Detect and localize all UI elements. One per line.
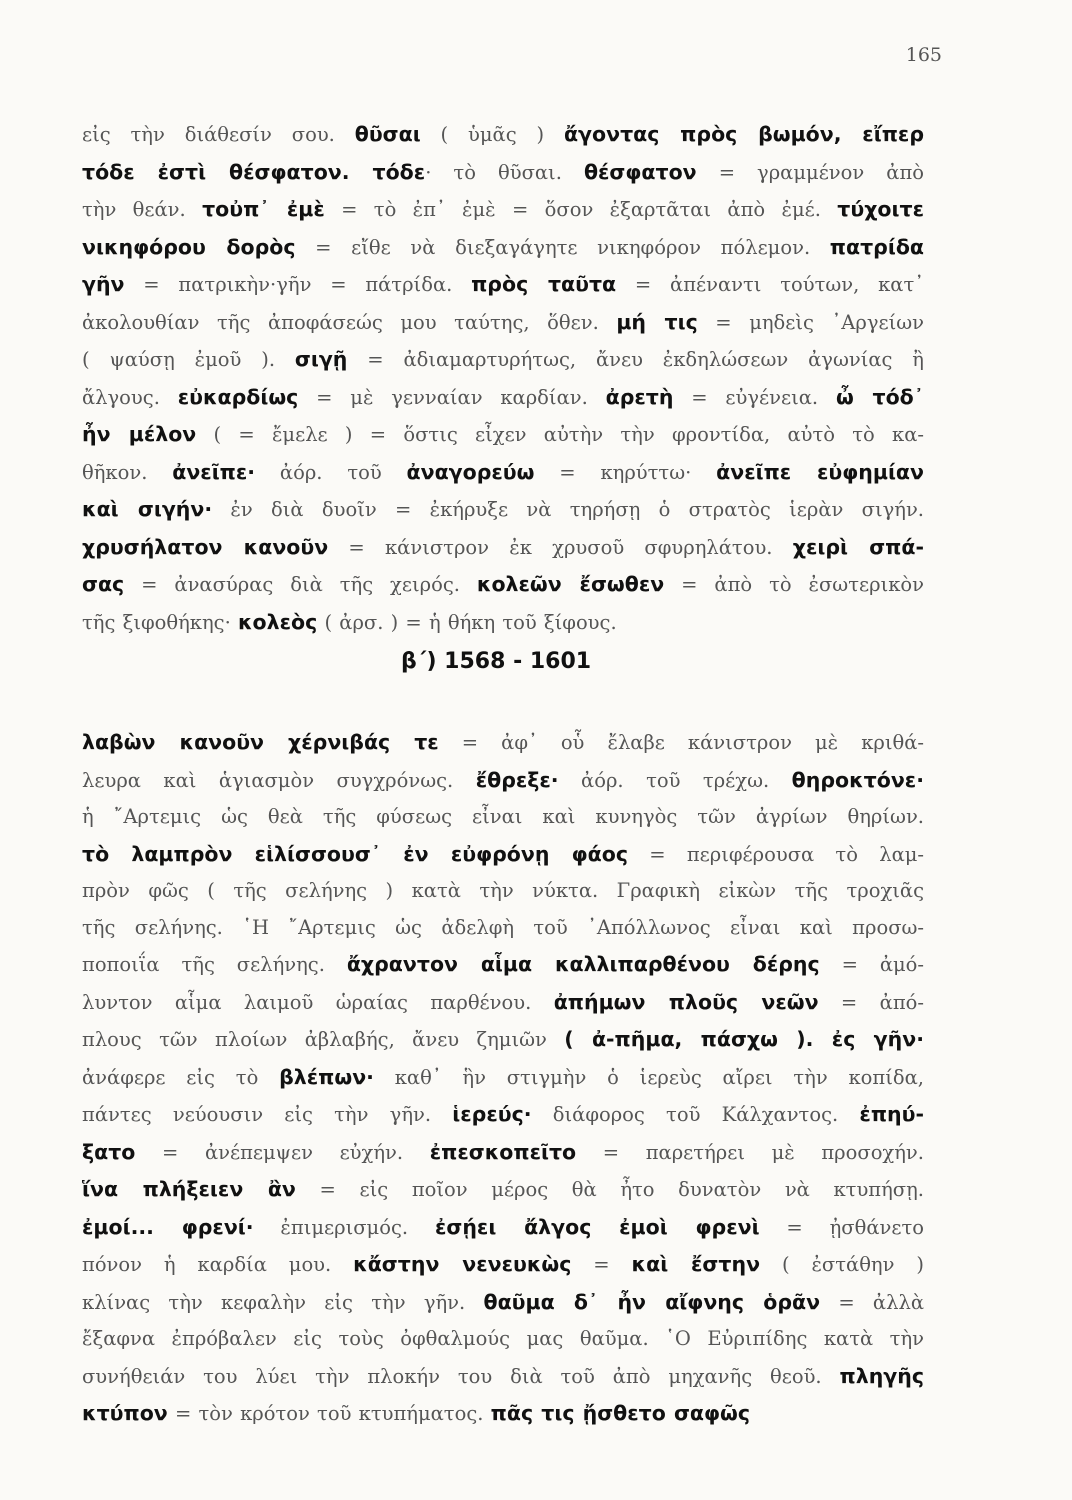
headword: θηροκτόνε·	[791, 767, 924, 792]
headword: ἀπήμων πλοῦς νεῶν	[553, 989, 819, 1014]
headword: ἐπηύ-	[859, 1102, 924, 1126]
text-line	[82, 529, 924, 567]
headword: πατρίδα	[829, 234, 924, 259]
headword: σας	[82, 572, 125, 596]
headword: κἄστην νενευκὼς	[353, 1252, 572, 1276]
gloss-text: λυντον αἷμα λαιμοῦ ὡραίας παρθένου.	[82, 990, 554, 1014]
gloss-text: θῆκον.	[82, 460, 173, 484]
gloss-text: = ἀλλὰ	[820, 1290, 924, 1314]
text-line	[82, 1171, 924, 1209]
gloss-text: πλους τῶν πλοίων ἀβλαβής, ἄνευ ζημιῶν	[82, 1028, 565, 1051]
text-line	[82, 1059, 924, 1097]
section-heading: β΄) 1568 - 1601	[401, 649, 592, 674]
headword: ἐμοί... φρενί·	[82, 1214, 254, 1239]
page-number: 165	[905, 44, 942, 66]
gloss-text: = εἴθε νὰ διεξαγάγητε νικηφόρον πόλεμον.	[295, 235, 830, 259]
text-line	[82, 566, 924, 604]
gloss-text: = παρετήρει μὲ προσοχήν.	[576, 1140, 924, 1164]
text-line	[82, 873, 924, 910]
gloss-text: = τὸν κρότον τοῦ κτυπήματος.	[167, 1402, 491, 1425]
headword: εὐκαρδίως	[177, 384, 299, 409]
gloss-text: ἔξαφνα ἐπρόβαλεν εἰς τοὺς ὀφθαλμούς μας θαῦμα. ῾Ο Εὐριπίδης κατὰ τὴν	[82, 1327, 924, 1350]
headword: βλέπων·	[279, 1064, 374, 1089]
text-line	[82, 1395, 924, 1433]
headword: θῦσαι	[354, 122, 421, 146]
text-line	[82, 304, 924, 342]
headword: σιγῇ	[294, 347, 348, 371]
gloss-text: = ἀνασύρας διὰ τῆς χειρός.	[124, 573, 477, 596]
gloss-text: = εἰς ποῖον μέρος θὰ ἦτο δυνατὸν νὰ κτυπήσῃ.	[295, 1178, 924, 1201]
gloss-text: = ἀπέναντι τούτων, κατ᾽	[616, 273, 924, 296]
text-line	[82, 910, 924, 947]
text-line	[82, 1246, 924, 1284]
text-line	[82, 799, 924, 836]
text-line	[82, 454, 924, 492]
text-line	[82, 1209, 924, 1247]
headword: ἀνεῖπε·	[172, 459, 256, 484]
text-line	[82, 762, 924, 800]
gloss-text: ( = ἔμελε ) = ὅστις εἶχεν αὐτὴν τὴν φροντίδα, αὐτὸ τὸ κα-	[196, 423, 924, 446]
gloss-text: = ἀμό-	[819, 953, 924, 976]
headword: ἔθρεξε·	[475, 767, 559, 792]
gloss-text: ἐπιμερισμός.	[253, 1215, 435, 1239]
headword: ἀναγορεύω	[406, 459, 535, 484]
gloss-text: ἀκολουθίαν τῆς ἀποφάσεώς μου ταύτης, ὅθεν.	[82, 310, 617, 334]
headword: πᾶς τις ᾔσθετο σαφῶς	[490, 1401, 751, 1425]
gloss-text: = περιφέρουσα τὸ λαμ-	[628, 842, 924, 866]
paragraph-glossary-1	[82, 116, 924, 641]
gloss-text: ἡ ῎Αρτεμις ὡς θεὰ τῆς φύσεως εἶναι καὶ κυνηγὸς τῶν ἀγρίων θηρίων.	[82, 805, 924, 828]
gloss-text: = ἀπὸ τὸ ἐσωτερικὸν	[664, 573, 924, 596]
text-line	[82, 191, 924, 229]
gloss-text: · τὸ θῦσαι.	[425, 160, 584, 184]
headword: μή τις	[616, 309, 698, 334]
text-line	[82, 1021, 924, 1059]
text-line	[82, 379, 924, 417]
text-line	[82, 266, 924, 304]
text-line	[82, 116, 924, 154]
gloss-text: καθ᾽ ἣν στιγμὴν ὁ ἱερεὺς αἴρει τὴν κοπίδα,	[373, 1065, 924, 1089]
paragraph-glossary-2	[82, 724, 924, 1433]
headword: ἐσῄει ἄλγος ἐμοὶ φρενὶ	[434, 1214, 760, 1239]
gloss-text: τὴν θεάν.	[82, 198, 203, 221]
text-line	[82, 984, 924, 1022]
gloss-text: = ἀνέπεμψεν εὐχήν.	[135, 1140, 430, 1164]
text-line	[82, 154, 924, 192]
headword: ἐπεσκοπεῖτο	[429, 1139, 577, 1164]
headword: τοὐπ᾽ ἐμὲ	[202, 197, 325, 221]
headword: ἄγοντας πρὸς βωμόν, εἴπερ	[563, 122, 924, 146]
text-line	[82, 604, 924, 642]
headword: καὶ ἔστην	[631, 1252, 761, 1276]
headword: τύχοιτε	[837, 197, 924, 221]
headword: λαβὼν κανοῦν χέρνιβάς τε	[82, 730, 439, 754]
gloss-text: = κηρύττω·	[534, 460, 717, 484]
gloss-text: ποποιΐα τῆς σελήνης.	[82, 953, 347, 976]
text-line	[82, 724, 924, 762]
text-line	[82, 1134, 924, 1172]
headword: ἀρετὴ	[605, 384, 674, 409]
gloss-text: ἐν διὰ δυοῖν = ἐκήρυξε νὰ τηρήσῃ ὁ στρατὸς ἱερὰν σιγήν.	[212, 498, 924, 521]
gloss-text: ( ὑμᾶς )	[420, 123, 564, 146]
gloss-text: λευρα καὶ ἁγιασμὸν συγχρόνως.	[82, 768, 476, 792]
gloss-text: τῆς σελήνης. ῾Η ῎Αρτεμις ὡς ἀδελφὴ τοῦ ᾿Απόλλωνος εἶναι καὶ προσω-	[82, 915, 924, 939]
gloss-text: = μηδεὶς ᾿Αργείων	[697, 310, 924, 334]
gloss-text: ( ἀρσ. ) = ἡ θήκη τοῦ ξίφους.	[317, 610, 617, 634]
gloss-text: = ἀπό-	[818, 990, 924, 1014]
gloss-text: πάντες νεύουσιν εἰς τὴν γῆν.	[82, 1103, 453, 1126]
headword: κολεὸς	[237, 609, 318, 634]
headword: κολεῶν ἔσωθεν	[476, 572, 665, 596]
headword: ἱερεύς·	[452, 1102, 532, 1126]
text-line	[82, 1284, 924, 1322]
gloss-text: = τὸ ἐπ᾽ ἐμὲ = ὅσον ἐξαρτᾶται ἀπὸ ἐμέ.	[324, 198, 838, 221]
text-line	[82, 1096, 924, 1134]
gloss-text: ἀνάφερε εἰς τὸ	[82, 1065, 280, 1089]
gloss-text: = ἀδιαμαρτυρήτως, ἄνευ ἐκδηλώσεων ἀγωνίας ἢ	[347, 348, 924, 371]
headword: χρυσήλατον κανοῦν	[82, 534, 329, 559]
headword: τόδε ἐστὶ θέσφατον. τόδε	[82, 159, 426, 184]
gloss-text: πόνον ἡ καρδία μου.	[82, 1253, 354, 1276]
headword: ἀνεῖπε εὐφημίαν	[716, 459, 924, 484]
headword: θέσφατον	[583, 159, 697, 184]
gloss-text: =	[571, 1253, 632, 1276]
headword: ἵνα πλήξειεν ἂν	[82, 1177, 296, 1201]
headword: χειρὶ σπά-	[792, 534, 924, 559]
headword: νικηφόρου δορὸς	[82, 234, 296, 259]
gloss-text: τῆς ξιφοθήκης·	[82, 610, 238, 634]
gloss-text: ἀόρ. τοῦ	[255, 460, 407, 484]
gloss-text: = πατρικὴν·γῆν = πάτρίδα.	[124, 273, 472, 296]
text-line	[82, 1358, 924, 1396]
gloss-text: πρὸν φῶς ( τῆς σελήνης ) κατὰ τὴν νύκτα. Γραφικὴ εἰκὼν τῆς τροχιᾶς	[82, 879, 924, 902]
headword: πληγῆς	[839, 1363, 924, 1388]
gloss-text: = ᾐσθάνετο	[759, 1215, 924, 1239]
headword: ξατο	[82, 1139, 136, 1164]
gloss-text: = ἀφ᾽ οὗ ἔλαβε κάνιστρον μὲ κριθά-	[438, 731, 924, 754]
gloss-text: = γραμμένον ἀπὸ	[696, 160, 924, 184]
gloss-text: διάφορος τοῦ Κάλχαντος.	[531, 1103, 860, 1126]
headword: κτύπον	[82, 1401, 168, 1425]
text-line	[82, 416, 924, 454]
text-line	[82, 229, 924, 267]
gloss-text: ( ψαύσῃ ἐμοῦ ).	[82, 348, 295, 371]
gloss-text: = μὲ γενναίαν καρδίαν.	[298, 385, 606, 409]
headword: γῆν	[82, 272, 125, 296]
headword: θαῦμα δ᾽ ἦν αἴφνης ὁρᾶν	[483, 1289, 821, 1314]
gloss-text: ἄλγους.	[82, 385, 178, 409]
headword: ὦ τόδ᾽	[835, 384, 924, 409]
gloss-text: ἀόρ. τοῦ τρέχω.	[558, 768, 792, 792]
gloss-text: ( ἐστάθην )	[760, 1253, 924, 1276]
text-line	[82, 836, 924, 874]
text-line	[82, 341, 924, 379]
headword: ἄχραντον αἷμα καλλιπαρθένου δέρης	[346, 952, 820, 976]
headword: τὸ λαμπρὸν εἱλίσσουσ᾽ ἐν εὐφρόνῃ φάος	[82, 841, 628, 866]
gloss-text: συνήθειάν του λύει τὴν πλοκήν του διὰ τοῦ ἀπὸ μηχανῆς θεοῦ.	[82, 1364, 840, 1388]
text-line	[82, 1321, 924, 1358]
headword: ἦν μέλον	[82, 422, 197, 446]
headword: πρὸς ταῦτα	[471, 272, 617, 296]
gloss-text: εἰς τὴν διάθεσίν σου.	[82, 123, 355, 146]
text-line	[82, 946, 924, 984]
gloss-text: κλίνας τὴν κεφαλὴν εἰς τὴν γῆν.	[82, 1290, 484, 1314]
headword: ( ἀ-πῆμα, πάσχω ). ἐς γῆν·	[564, 1027, 924, 1051]
gloss-text: = εὐγένεια.	[673, 385, 836, 409]
gloss-text: = κάνιστρον ἐκ χρυσοῦ σφυρηλάτου.	[328, 535, 793, 559]
headword: καὶ σιγήν·	[82, 497, 213, 521]
text-line	[82, 491, 924, 529]
